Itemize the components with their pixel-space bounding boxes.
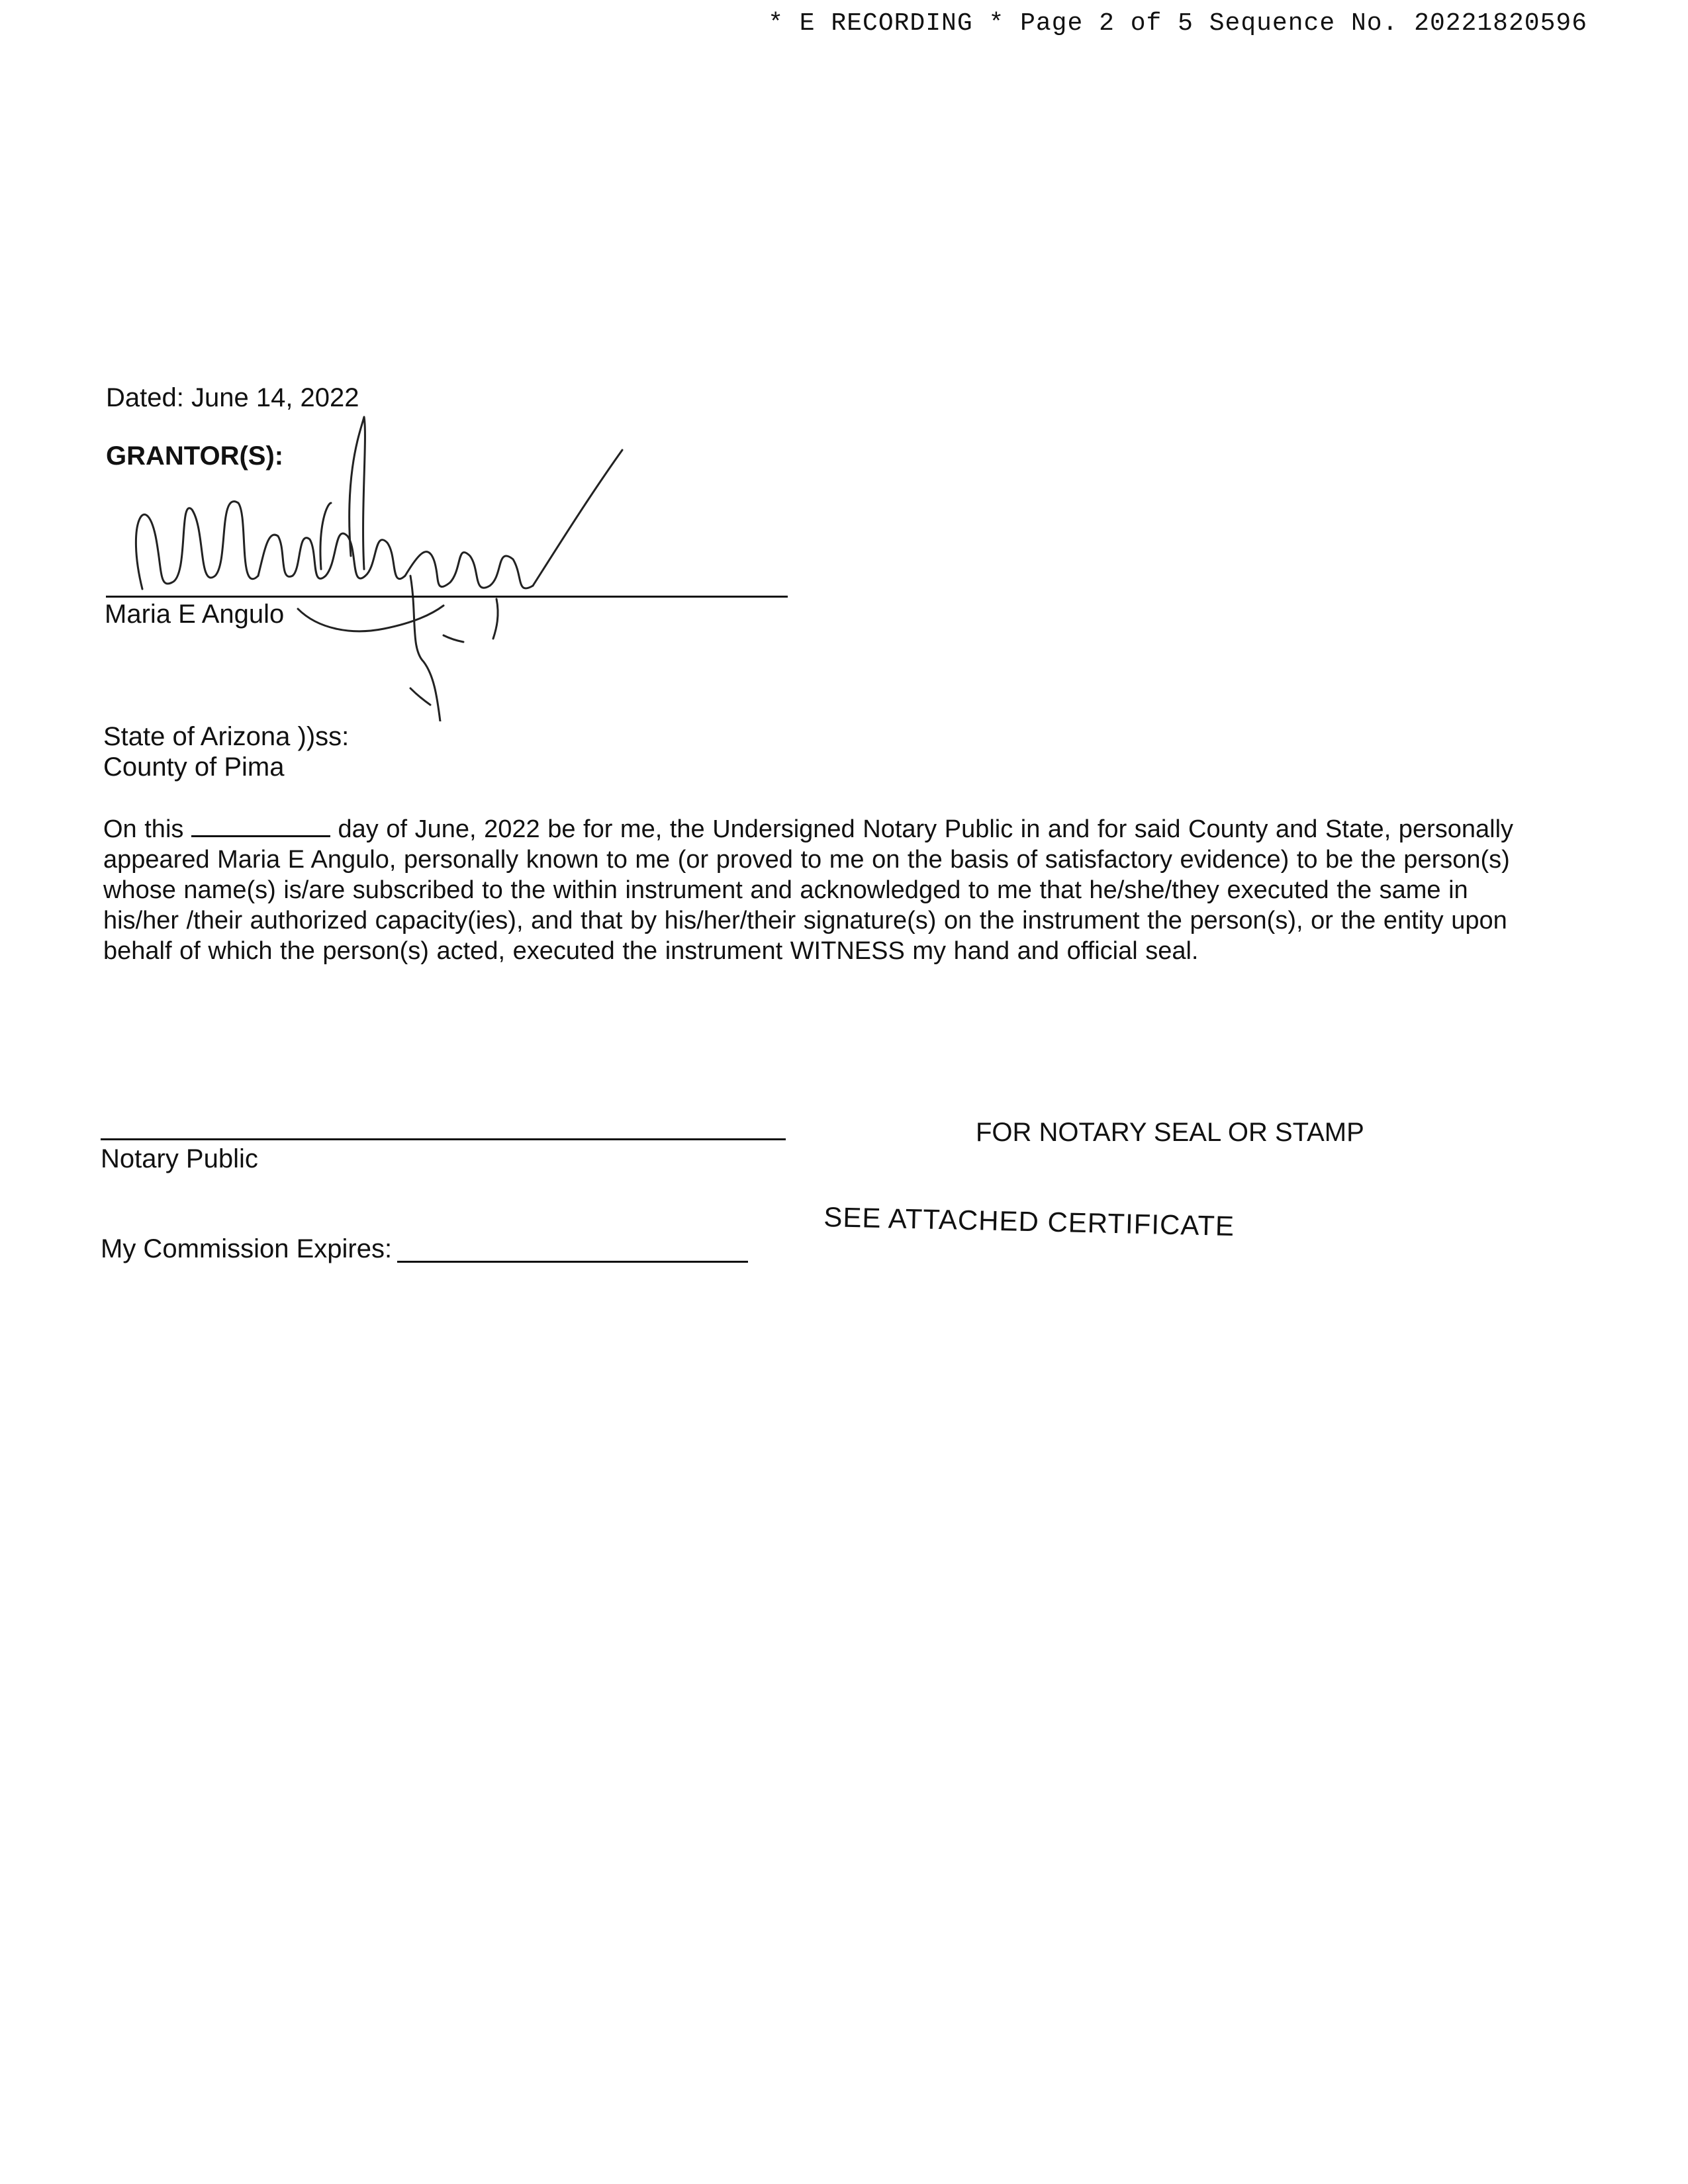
attached-certificate-stamp: SEE ATTACHED CERTIFICATE bbox=[823, 1201, 1235, 1242]
recording-header: * E RECORDING * Page 2 of 5 Sequence No. 20221820596 bbox=[768, 9, 1587, 38]
dated-value: June 14, 2022 bbox=[191, 383, 359, 412]
acknowledgment-day-blank bbox=[191, 817, 330, 837]
notary-signature-line bbox=[101, 1138, 786, 1140]
venue-county: County of Pima bbox=[103, 752, 285, 782]
dated-line bbox=[106, 383, 359, 413]
grantor-label: GRANTOR(S): bbox=[106, 441, 284, 471]
grantor-name: Maria E Angulo bbox=[105, 600, 285, 629]
handwritten-signature bbox=[99, 377, 642, 721]
venue-state: State of Arizona ))ss: bbox=[103, 722, 350, 751]
notary-public-label: Notary Public bbox=[101, 1144, 258, 1173]
acknowledgment-paragraph bbox=[103, 814, 1546, 966]
commission-expires-blank bbox=[397, 1261, 748, 1263]
acknowledgment-body: day of June, 2022 be for me, the Undersigned Notary Public in and for said County and State, personally appeared Maria E Angulo, personally known to me (or proved to me on the basis of satisfactory evidence) to be the person(s) whose name(s) is/are subscribed to the within instrument and acknowledged to me that he/she/they executed the same in his/her /their authorized capacity(ies), and that by his/her/their signature(s) on the instrument the person(s), or the entity upon behalf of which the person(s) acted, executed the instrument WITNESS my hand and official seal. bbox=[103, 815, 1514, 965]
acknowledgment-prefix: On this bbox=[103, 815, 184, 843]
dated-label: Dated: bbox=[106, 383, 184, 412]
venue-block bbox=[103, 721, 349, 782]
grantor-signature-line bbox=[106, 596, 788, 598]
notary-seal-label: FOR NOTARY SEAL OR STAMP bbox=[976, 1118, 1364, 1147]
commission-expires-label: My Commission Expires: bbox=[101, 1234, 393, 1263]
